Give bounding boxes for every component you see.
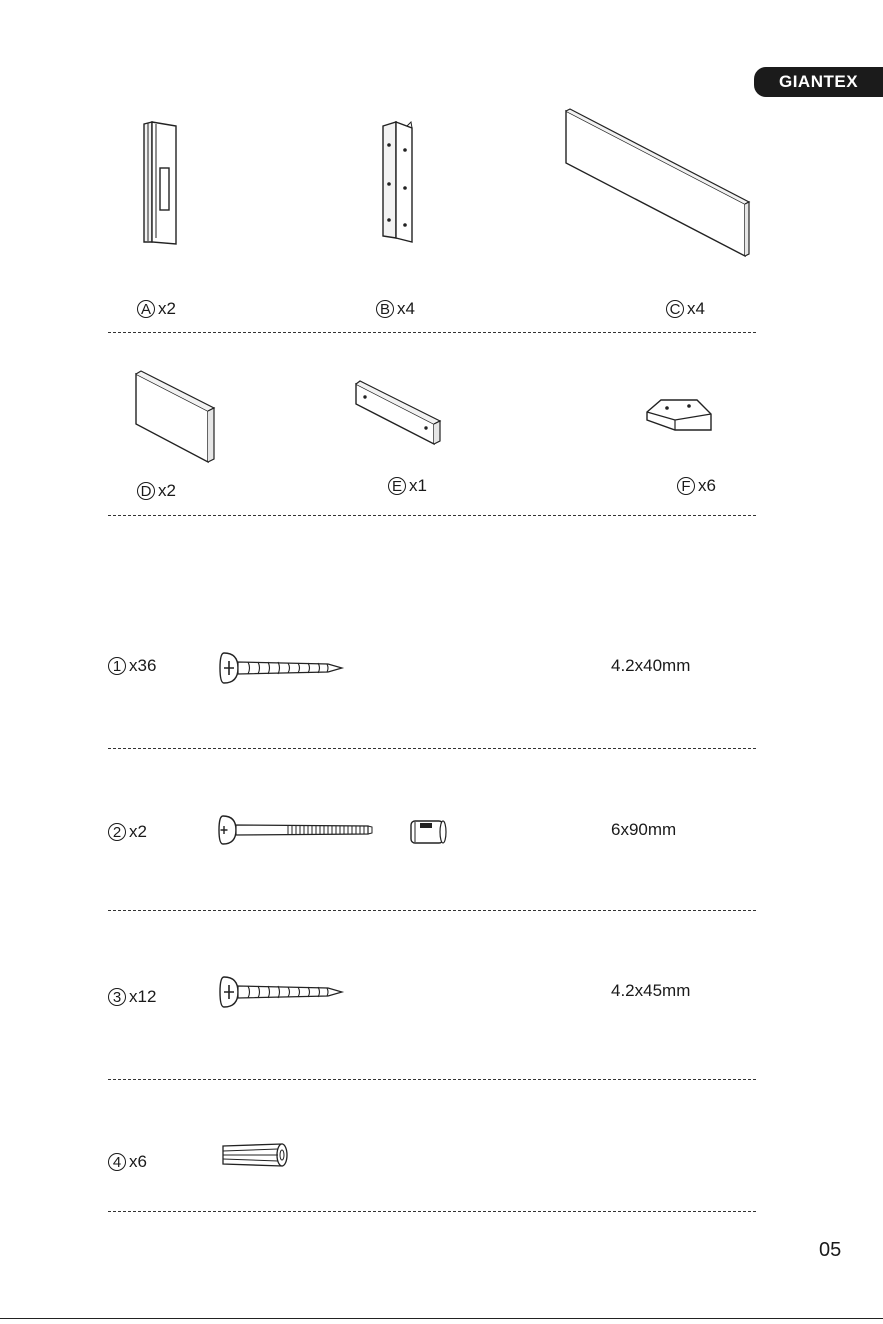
part-c-letter: C bbox=[666, 300, 684, 318]
part-d-illustration bbox=[134, 368, 219, 466]
hardware-2-size: 6x90mm bbox=[611, 820, 677, 839]
brand-logo: GIANTEX bbox=[754, 67, 883, 97]
part-b-qty: x4 bbox=[397, 299, 415, 318]
divider bbox=[108, 1079, 756, 1080]
hardware-1-number: 1 bbox=[108, 657, 126, 675]
bolt-90mm-illustration bbox=[218, 812, 378, 848]
hardware-3-number: 3 bbox=[108, 988, 126, 1006]
hardware-1-size: 4.2x40mm bbox=[611, 656, 691, 675]
part-e-letter: E bbox=[388, 477, 406, 495]
part-a-qty: x2 bbox=[158, 299, 176, 318]
part-f-letter: F bbox=[677, 477, 695, 495]
part-b-illustration bbox=[380, 122, 420, 244]
part-d-label bbox=[137, 481, 176, 501]
part-d-qty: x2 bbox=[158, 481, 176, 500]
part-a-label bbox=[137, 299, 176, 319]
wall-anchor-illustration bbox=[220, 1141, 292, 1169]
hardware-2-number: 2 bbox=[108, 823, 126, 841]
hardware-3-size: 4.2x45mm bbox=[611, 981, 691, 1000]
part-c-qty: x4 bbox=[687, 299, 705, 318]
hardware-2-qty: x2 bbox=[129, 822, 147, 841]
page-number: 05 bbox=[819, 1239, 842, 1261]
part-e-qty: x1 bbox=[409, 476, 427, 495]
part-d-letter: D bbox=[137, 482, 155, 500]
part-b-letter: B bbox=[376, 300, 394, 318]
screw-40mm-illustration bbox=[218, 650, 348, 686]
part-c-illustration bbox=[562, 108, 757, 260]
barrel-nut-illustration bbox=[407, 818, 449, 846]
hardware-1-label bbox=[108, 656, 156, 676]
screw-45mm-illustration bbox=[218, 974, 348, 1010]
divider bbox=[108, 748, 756, 749]
hardware-4-qty: x6 bbox=[129, 1152, 147, 1171]
part-a-illustration bbox=[140, 120, 185, 245]
part-f-qty: x6 bbox=[698, 476, 716, 495]
part-f-illustration bbox=[645, 394, 715, 434]
divider bbox=[108, 332, 756, 333]
part-e-illustration bbox=[354, 378, 446, 448]
part-a-letter: A bbox=[137, 300, 155, 318]
divider bbox=[108, 515, 756, 516]
divider bbox=[108, 1211, 756, 1212]
bottom-rule bbox=[0, 1318, 883, 1319]
hardware-1-qty: x36 bbox=[129, 656, 157, 675]
hardware-3-label bbox=[108, 987, 156, 1007]
part-f-label bbox=[677, 476, 716, 496]
part-b-label bbox=[376, 299, 415, 319]
part-e-label bbox=[388, 476, 427, 496]
hardware-4-number: 4 bbox=[108, 1153, 126, 1171]
part-c-label bbox=[666, 299, 705, 319]
divider bbox=[108, 910, 756, 911]
hardware-4-label bbox=[108, 1152, 147, 1172]
hardware-3-qty: x12 bbox=[129, 987, 157, 1006]
hardware-2-label bbox=[108, 822, 147, 842]
